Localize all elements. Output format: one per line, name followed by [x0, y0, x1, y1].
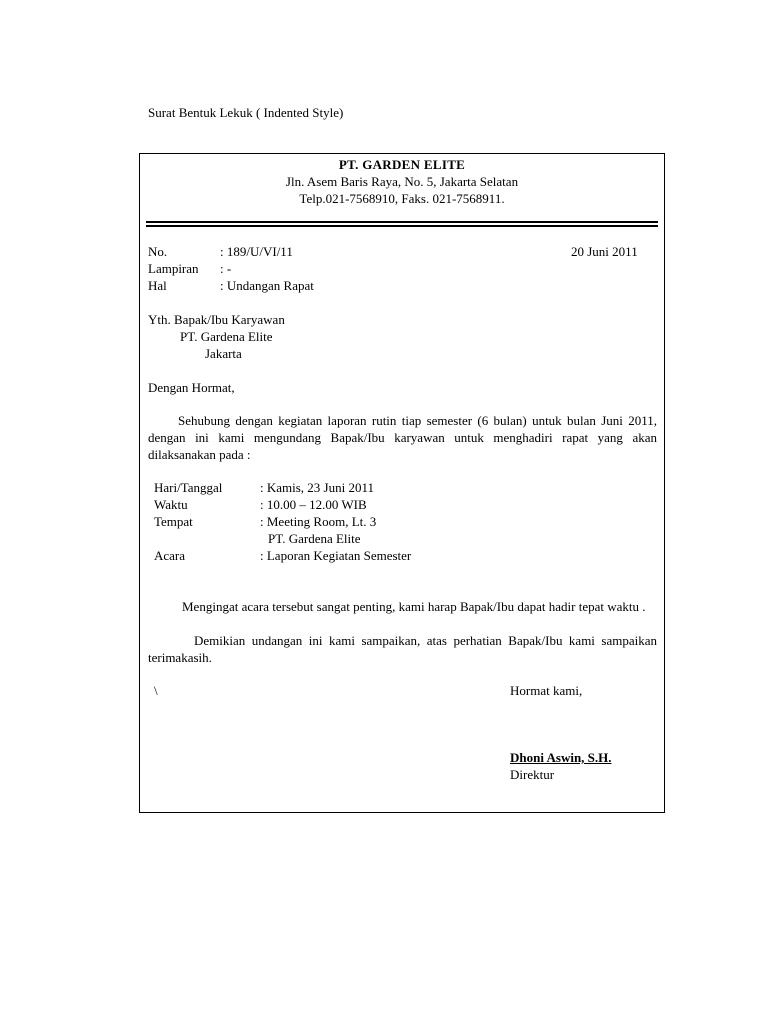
- schedule-agenda-label: Acara: [154, 548, 186, 563]
- stray-backslash: \: [154, 683, 158, 698]
- recipient-line-3: Jakarta: [205, 346, 242, 361]
- company-phone: Telp.021-7568910, Faks. 021-7568911.: [299, 191, 505, 206]
- company-address: Jln. Asem Baris Raya, No. 5, Jakarta Selatan: [285, 174, 519, 189]
- closing-paragraph-2: Demikian undangan ini kami sampaikan, atas perhatian Bapak/Ibu kami sampaikan terimakasih.: [148, 633, 657, 665]
- schedule-place-value-2: PT. Gardena Elite: [268, 531, 361, 546]
- company-name: PT. GARDEN ELITE: [338, 157, 466, 172]
- letter-frame: [139, 153, 665, 813]
- subject-value: : Undangan Rapat: [220, 278, 314, 293]
- closing-paragraph-1: Mengingat acara tersebut sangat penting, kami harap Bapak/Ibu dapat hadir tepat waktu .: [182, 599, 646, 614]
- schedule-place-label: Tempat: [154, 514, 193, 529]
- opening-paragraph: Sehubung dengan kegiatan laporan rutin tiap semester (6 bulan) untuk bulan Juni 2011, dengan ini kami mengundang Bapak/Ibu karyawan untuk menghadiri rapat yang akan dilaksanakan pada :: [148, 413, 657, 462]
- schedule-time-label: Waktu: [154, 497, 188, 512]
- recipient-line-2: PT. Gardena Elite: [180, 329, 273, 344]
- letterhead-divider-top: [146, 221, 658, 223]
- letterhead-divider-bottom: [146, 225, 658, 227]
- letter-number-label: No.: [148, 244, 168, 259]
- subject-label: Hal: [148, 278, 167, 293]
- schedule-day-label: Hari/Tanggal: [154, 480, 223, 495]
- schedule-place-value: : Meeting Room, Lt. 3: [260, 514, 377, 529]
- letter-date: 20 Juni 2011: [571, 244, 638, 259]
- signature-closing: Hormat kami,: [510, 683, 583, 698]
- letter-number-value: : 189/U/VI/11: [220, 244, 293, 259]
- schedule-time-value: : 10.00 – 12.00 WIB: [260, 497, 367, 512]
- signatory-name: Dhoni Aswin, S.H.: [510, 750, 612, 765]
- schedule-agenda-value: : Laporan Kegiatan Semester: [260, 548, 412, 563]
- salutation: Dengan Hormat,: [148, 380, 235, 395]
- document-title: Surat Bentuk Lekuk ( Indented Style): [148, 105, 344, 120]
- attachment-value: : -: [220, 261, 232, 276]
- recipient-line-1: Yth. Bapak/Ibu Karyawan: [148, 312, 285, 327]
- signatory-position: Direktur: [510, 767, 555, 782]
- attachment-label: Lampiran: [148, 261, 199, 276]
- schedule-day-value: : Kamis, 23 Juni 2011: [260, 480, 374, 495]
